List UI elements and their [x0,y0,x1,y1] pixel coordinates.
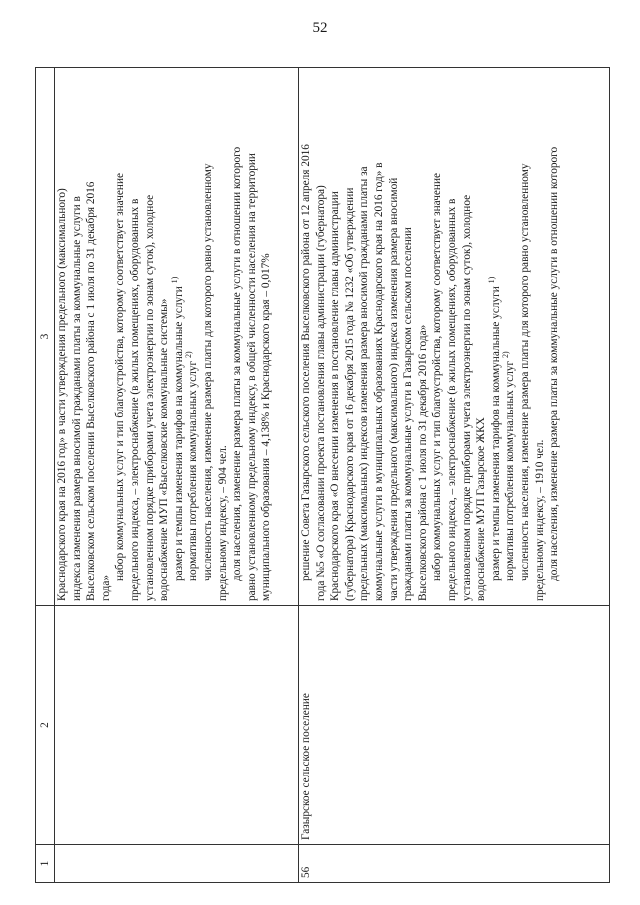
text-line-content: набор коммунальных услуг и тип благоустройства, которому соответствует значение [114,172,127,581]
text-line-content: Краснодарского края «О внесении изменения в постановление главы администрации [329,191,342,601]
settlement-cell [55,606,299,845]
text-line [55,72,70,601]
text-line-content: размер и темпы изменения тарифов на коммунальные услуги [172,286,185,581]
header-col-3: 3 [36,68,55,606]
description-cell [55,68,299,606]
table-header-row [36,68,55,883]
text-line [474,72,489,601]
text-line [84,72,99,601]
text-line-content: нормативы потребления коммунальных услуг [187,360,200,581]
text-line [299,72,314,601]
text-line [518,72,533,601]
rotated-table-page [35,68,610,883]
text-line [486,72,504,601]
text-line [387,72,402,601]
text-line-content: размер и темпы изменения тарифов на коммунальные услуги [489,286,502,581]
text-line [401,72,416,601]
text-line-content: предельного индекса, – электроснабжение (в жилых помещениях, оборудованных в [128,198,141,601]
text-line [143,72,158,601]
description-cell [299,68,610,606]
text-line-content: водоснабжение МУП Газырское ЖКХ [475,417,488,601]
text-line [343,72,358,601]
text-line [416,72,431,601]
text-line [157,72,172,601]
text-line-content: предельному индексу, – 1910 чел. [533,439,546,601]
text-line-content: Выселковского района с 1 июля по 31 декабря 2016 года» [416,324,429,601]
text-line-content: (губернатора) Краснодарского края от 16 декабря 2015 года № 1232 «Об утверждении [343,187,356,601]
legal-table [35,67,610,883]
text-line [372,72,387,601]
text-line-content: численность населения, изменение размера платы для которого равно установленному [201,163,214,581]
text-line-content: доля населения, изменение размера платы за коммунальные услуги в отношении которого [548,146,561,581]
text-line-content: численность населения, изменение размера платы для которого равно установленному [518,163,531,581]
text-line-content: установленном порядке приборами учета электроэнергии по зонам суток), холодное [143,194,156,601]
row-number-cell [55,845,299,883]
text-line [314,72,329,601]
text-line-content: доля населения, изменение размера платы за коммунальные услуги в отношении которого [231,146,244,581]
text-line-content: части утверждения предельного (максимального) индекса изменения размера вносимой [387,177,400,601]
text-line [128,72,143,601]
text-line-content: предельному индексу, – 904 чел. [216,445,229,601]
text-line [169,72,187,601]
table-row [55,68,299,883]
text-line [503,72,518,601]
text-line [99,72,114,601]
text-line-content: коммунальные услуги в муниципальных образованиях Краснодарского края на 2016 год» в [372,162,385,601]
text-line-content: решение Совета Газырского сельского поселения Выселковского района от 12 апреля 2016 [300,144,312,581]
text-line-content: равно установленному предельному индексу, в общей численности населения на территории [245,153,258,601]
footnote-marker: 2) [184,351,194,359]
text-line-content: Выселковском сельском поселении Выселковского района с 1 июля по 31 декабря 2016 [85,181,98,601]
text-line [216,72,231,601]
text-line [245,72,260,601]
text-line [70,72,85,601]
text-line [357,72,372,601]
text-line [259,72,274,601]
text-line-content: предельного индекса, – электроснабжение (в жилых помещениях, оборудованных в [445,198,458,601]
page-number: 52 [312,20,328,36]
footnote-marker: 1) [486,276,496,284]
text-line-content: года №5 «О согласовании проекта постановления главы администрации (губернатора) [314,185,327,601]
header-col-2: 2 [36,606,55,845]
table-row [299,68,610,883]
footnote-marker: 1) [169,276,179,284]
text-line [113,72,128,601]
text-line-content: установленном порядке приборами учета электроэнергии по зонам суток), холодное [460,194,473,601]
text-line-content: муниципального образования – 4,138% и Краснодарского края – 0,017% [260,253,273,601]
text-line [201,72,216,601]
text-line [430,72,445,601]
text-line-content: гражданами платы за коммунальные услуги в Газырском сельском поселении [402,227,415,601]
text-line-content: года» [99,574,112,601]
header-col-1: 1 [36,845,55,883]
text-line [445,72,460,601]
settlement-cell: Газырское сельское поселение [299,606,610,845]
text-line [186,72,201,601]
footnote-marker: 2) [501,351,511,359]
text-line [328,72,343,601]
text-line-content: Краснодарского края на 2016 год» в части утверждения предельного (максимального) [56,188,68,601]
text-line-content: предельных (максимальных) индексов изменения размера вносимой гражданами платы за [358,166,371,601]
row-number-cell: 56 [299,845,610,883]
text-line-content: индекса изменения размера вносимой гражданами платы за коммунальные услуги в [70,196,83,601]
text-line [230,72,245,601]
text-line-content: набор коммунальных услуг и тип благоустройства, которому соответствует значение [431,172,444,581]
text-line [547,72,562,601]
text-line-content: водоснабжение МУП «Выселковские коммунальные системы» [158,298,171,601]
text-line [533,72,548,601]
text-line-content: нормативы потребления коммунальных услуг [504,360,517,581]
text-line [460,72,475,601]
